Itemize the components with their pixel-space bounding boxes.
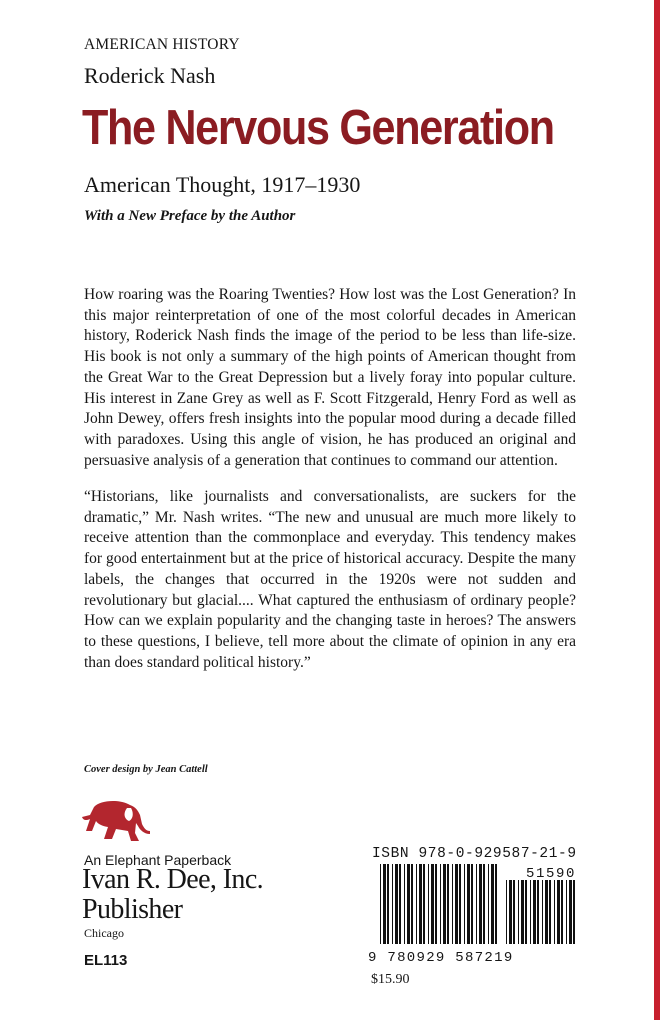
barcode-bar <box>392 864 393 944</box>
barcode <box>366 864 592 964</box>
author-name: Roderick Nash <box>84 63 216 88</box>
barcode-bar <box>525 880 527 944</box>
barcode-bar <box>554 880 555 944</box>
barcode-bar <box>471 864 473 944</box>
barcode-bar <box>479 864 482 944</box>
barcode-bar <box>549 880 551 944</box>
description-paragraph: How roaring was the Roaring Twenties? How lost was the Lost Generation? In this major reinterpretation of one of the most colorful decades in American history, Roderick Nash finds the image of the period to be less than life-size. His book is not only a summary of the high points of American thought from the Great War to the Great Depression but a lively foray into popular culture. His interest in Zane Grey as well as F. Scott Fitzgerald, Henry Ford as well as John Dewey, offers fresh insights into the popular mood during a decade filled with paradoxes. Using this angle of vision, he has produced an original and persuasive analysis of a generation that continues to command our attention. <box>84 286 576 469</box>
barcode-bar <box>447 864 449 944</box>
barcode-bar <box>395 864 398 944</box>
barcode-main-digits: 9 780929 587219 <box>368 950 514 964</box>
publisher-label: Publisher <box>82 894 183 925</box>
cover-design-credit: Cover design by Jean Cattell <box>84 764 208 775</box>
barcode-bar <box>566 880 567 944</box>
barcode-bar <box>435 864 437 944</box>
barcode-bar <box>542 880 543 944</box>
publisher-name: Ivan R. Dee, Inc. <box>82 864 264 895</box>
barcode-bar <box>483 864 485 944</box>
barcode-bar <box>518 880 519 944</box>
barcode-bar <box>467 864 470 944</box>
barcode-addon-digits: 51590 <box>526 866 577 882</box>
preface-note: With a New Preface by the Author <box>84 208 296 224</box>
book-title: The Nervous Generation <box>82 101 554 155</box>
barcode-bar <box>506 880 507 944</box>
barcode-bar <box>452 864 453 944</box>
barcode-bar <box>411 864 413 944</box>
barcode-bar <box>423 864 425 944</box>
barcode-bar <box>537 880 539 944</box>
barcode-bar <box>557 880 560 944</box>
barcode-bar <box>521 880 524 944</box>
barcode-bar <box>476 864 477 944</box>
barcode-bar <box>387 864 389 944</box>
barcode-bar <box>428 864 429 944</box>
elephant-icon <box>80 797 152 843</box>
barcode-bar <box>416 864 417 944</box>
barcode-bar <box>443 864 446 944</box>
barcode-bar <box>513 880 515 944</box>
barcode-addon-bars <box>506 880 575 944</box>
barcode-bar <box>569 880 572 944</box>
barcode-bar <box>404 864 405 944</box>
barcode-bar <box>380 864 381 944</box>
series-label: AMERICAN HISTORY <box>84 36 240 53</box>
barcode-bar <box>491 864 494 944</box>
barcode-main-bars <box>380 864 497 944</box>
barcode-bar <box>419 864 422 944</box>
barcode-bar <box>530 880 531 944</box>
barcode-bar <box>455 864 458 944</box>
price: $15.90 <box>371 972 410 987</box>
book-code: EL113 <box>84 952 128 969</box>
barcode-bar <box>464 864 465 944</box>
barcode-bar <box>459 864 461 944</box>
barcode-bar <box>545 880 548 944</box>
publisher-city: Chicago <box>84 926 124 940</box>
barcode-bar <box>431 864 434 944</box>
isbn-label: ISBN 978-0-929587-21-9 <box>372 846 577 862</box>
barcode-bar <box>533 880 536 944</box>
barcode-bar <box>561 880 563 944</box>
red-edge-stripe <box>654 0 660 1020</box>
barcode-bar <box>495 864 497 944</box>
imprint-line: An Elephant Paperback <box>84 852 232 868</box>
barcode-bar <box>440 864 441 944</box>
barcode-bar <box>399 864 401 944</box>
barcode-bar <box>488 864 489 944</box>
barcode-bar <box>383 864 386 944</box>
barcode-bar <box>509 880 512 944</box>
barcode-bar <box>407 864 410 944</box>
barcode-bar <box>573 880 575 944</box>
book-subtitle: American Thought, 1917–1930 <box>84 172 361 197</box>
quote-paragraph: “Historians, like journalists and conversationalists, are suckers for the dramatic,” Mr. Nash writes. “The new and unusual are much more likely to receive attention than the commonplace and everyday. This tendency makes for good entertainment but at the price of historical accuracy. Despite the many labels, the changes that occurred in the 1920s were not sudden and revolutionary but glacial.... What captured the enthusiasm of ordinary people? How can we explain popularity and the changing taste in heroes? The answers to these questions, I believe, tell more about the climate of opinion in any era than does standard political history.” <box>84 488 576 671</box>
